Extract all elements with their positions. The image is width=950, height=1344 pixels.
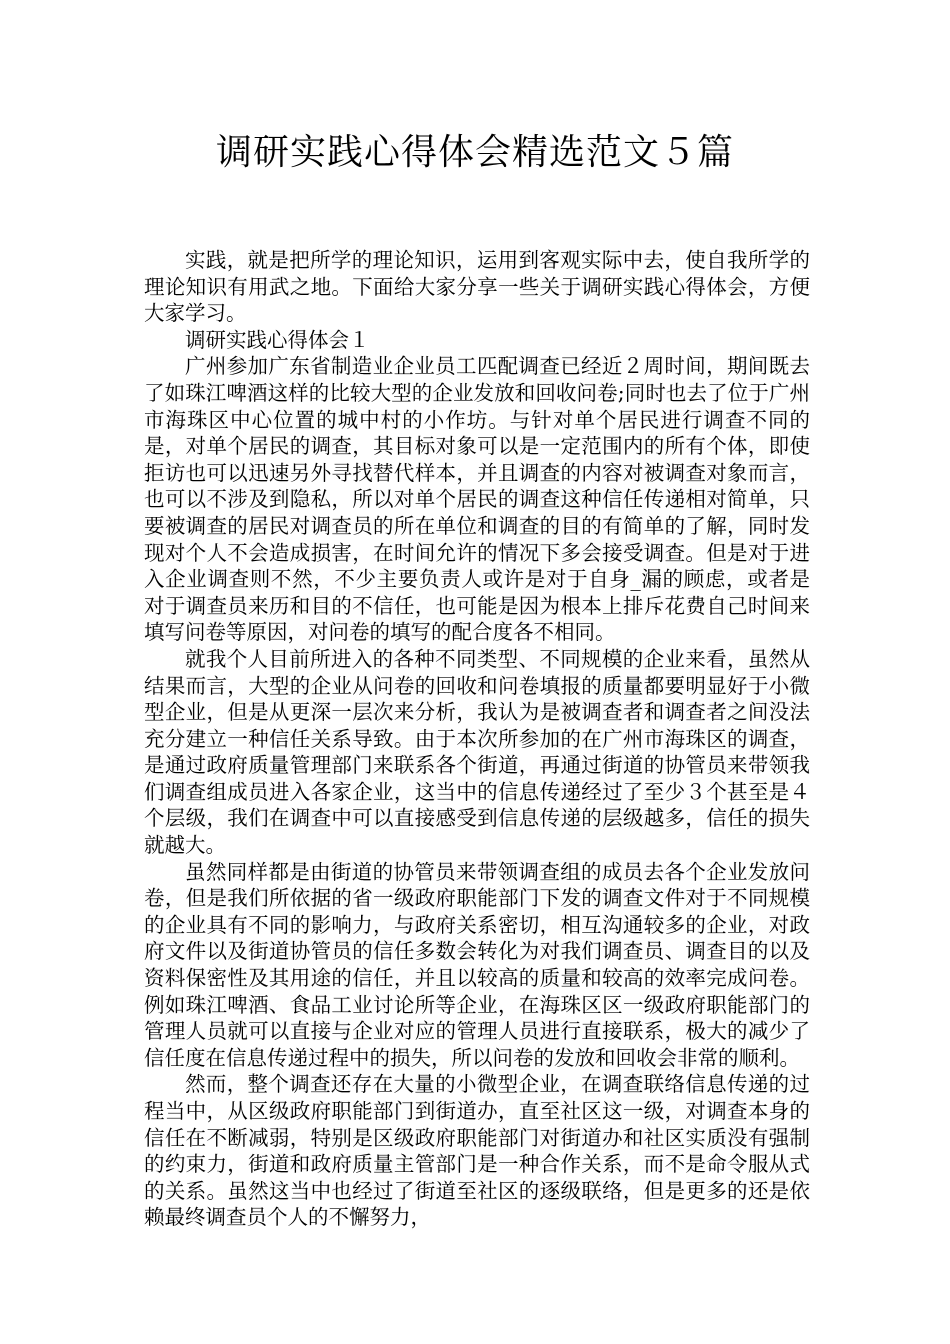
- section-heading: 调研实践心得体会１: [185, 327, 370, 352]
- paragraph: 广州参加广东省制造业企业员工匹配调查已经近２周时间，期间既去了如珠江啤酒这样的比较大型的企业发放和回收问卷;同时也去了位于广州市海珠区中心位置的城中村的小作坊。与针对单个居民进行调查不同的是，对单个居民的调查，其目标对象可以是一定范围内的所有个体，即使拒访也可以迅速另外寻找替代样本，并且调查的内容对被调查对象而言，也可以不涉及到隐私，所以对单个居民的调查这种信任传递相对简单，只要被调查的居民对调查员的所在单位和调查的目的有简单的了解，同时发现对个人不会造成损害，在时间允许的情况下多会接受调查。但是对于进入企业调查则不然，不少主要负责人或许是对于自身_漏的顾虑，或者是对于调查员来历和目的不信任，也可能是因为根本上排斥花费自己时间来填写问卷等原因，对问卷的填写的配合度各不相同。: [144, 354, 810, 645]
- document-title: 调研实践心得体会精选范文５篇: [215, 132, 734, 173]
- paragraph: 就我个人目前所进入的各种不同类型、不同规模的企业来看，虽然从结果而言，大型的企业从问卷的回收和问卷填报的质量都要明显好于小微型企业，但是从更深一层次来分析，我认为是被调查者和调查者之间没法充分建立一种信任关系导致。由于本次所参加的在广州市海珠区的调查，是通过政府质量管理部门来联系各个街道，再通过街道的协管员来带领我们调查组成员进入各家企业，这当中的信息传递经过了至少３个甚至是４个层级，我们在调查中可以直接感受到信息传递的层级越多，信任的损失就越大。: [144, 646, 810, 858]
- paragraph: 虽然同样都是由街道的协管员来带领调查组的成员去各个企业发放问卷，但是我们所依据的省一级政府职能部门下发的调查文件对于不同规模的企业具有不同的影响力，与政府关系密切，相互沟通较多的企业，对政府文件以及街道协管员的信任多数会转化为对我们调查员、调查目的以及资料保密性及其用途的信任，并且以较高的质量和较高的效率完成问卷。例如珠江啤酒、食品工业讨论所等企业，在海珠区区一级政府职能部门的管理人员就可以直接与企业对应的管理人员进行直接联系，极大的减少了信任度在信息传递过程中的损失，所以问卷的发放和回收会非常的顺利。: [144, 859, 810, 1070]
- paragraph-intro: 实践，就是把所学的理论知识，运用到客观实际中去，使自我所学的理论知识有用武之地。下面给大家分享一些关于调研实践心得体会，方便大家学习。: [144, 248, 810, 326]
- document-body: [144, 247, 810, 1231]
- paragraph: 然而，整个调查还存在大量的小微型企业，在调查联络信息传递的过程当中，从区级政府职能部门到街道办，直至社区这一级，对调查本身的信任在不断减弱，特别是区级政府职能部门对街道办和社区实质没有强制的约束力，街道和政府质量主管部门是一种合作关系，而不是命令服从式的关系。虽然这当中也经过了街道至社区的逐级联络，但是更多的还是依赖最终调查员个人的不懈努力，: [144, 1072, 810, 1230]
